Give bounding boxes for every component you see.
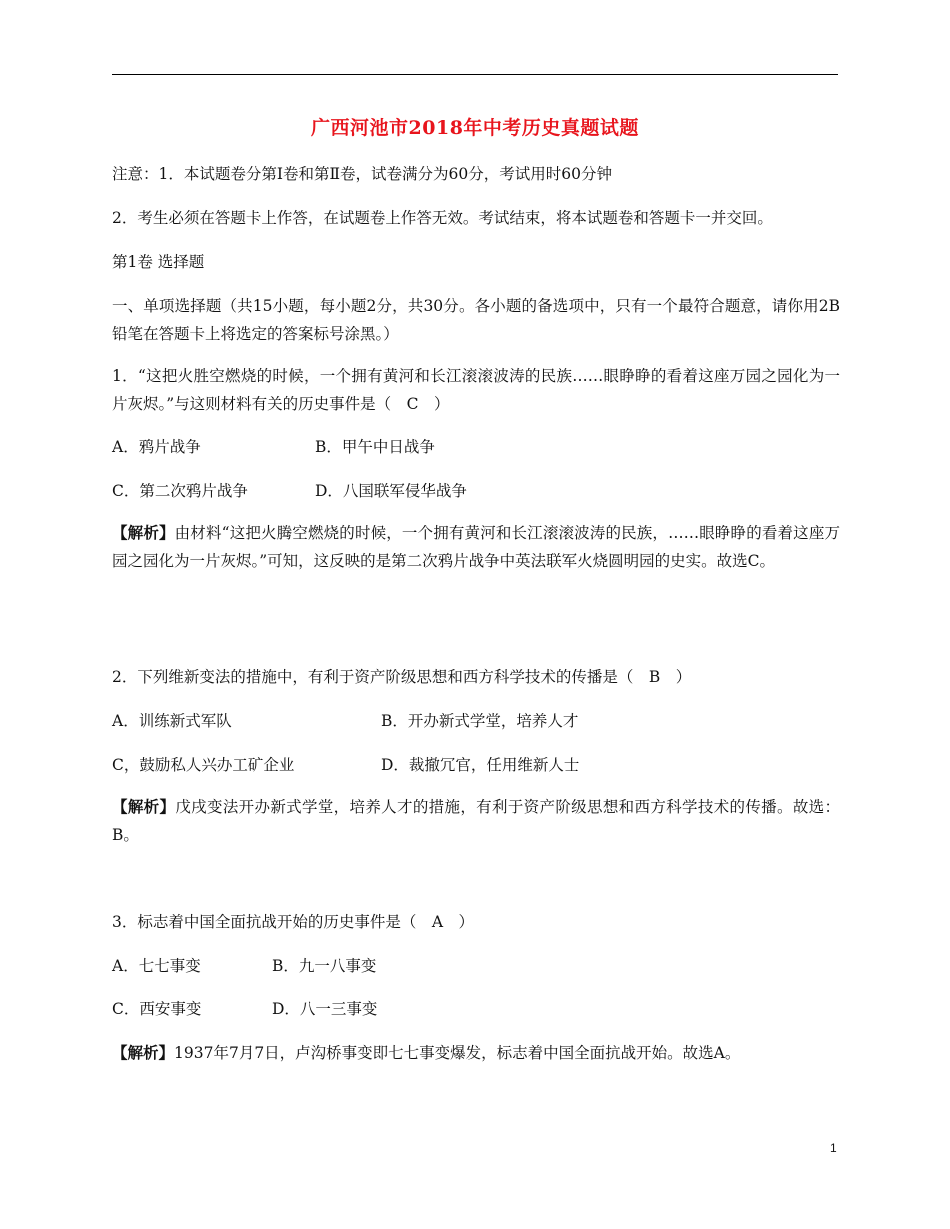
section-instructions: 一、单项选择题（共15小题，每小题2分，共30分。各小题的备选项中，只有一个最符合题意，请你用2B铅笔在答题卡上将选定的答案标号涂黑。） [112, 297, 840, 343]
analysis-text: 由材料“这把火腾空燃烧的时候，一个拥有黄河和长江滚滚波涛的民族，……眼睁睁的看着这座万园之园化为一片灰烬。”可知，这反映的是第二次鸦片战争中英法联军火烧圆明园的史实。故选C。 [112, 524, 840, 570]
page-number: 1 [830, 1141, 837, 1155]
question-3-option-b: B．九一八事变 [272, 957, 377, 975]
question-1-option-d: D．八国联军侵华战争 [315, 482, 467, 500]
question-3-stem: 3．标志着中国全面抗战开始的历史事件是（ A ） [112, 913, 475, 931]
notes-line-2: 2．考生必须在答题卡上作答，在试题卷上作答无效。考试结束，将本试题卷和答题卡一并交回。 [112, 209, 773, 227]
section-heading: 第1卷 选择题 [112, 253, 205, 271]
question-3-analysis [112, 1039, 840, 1067]
header-rule [112, 74, 838, 75]
analysis-text: 戊戌变法开办新式学堂，培养人才的措施，有利于资产阶级思想和西方科学技术的传播。故选：B。 [112, 798, 840, 844]
question-2-option-d: D．裁撤冗官，任用维新人士 [381, 756, 580, 774]
question-1-option-c: C．第二次鸦片战争 [112, 482, 248, 500]
question-1-analysis [112, 519, 840, 575]
question-1-stem: 1．“这把火胜空燃烧的时候，一个拥有黄河和长江滚滚波涛的民族……眼睁睁的看着这座万园之园化为一片灰烬。”与这则材料有关的历史事件是（ C ） [112, 367, 840, 413]
analysis-text: 1937年7月7日，卢沟桥事变即七七事变爆发，标志着中国全面抗战开始。故选A。 [174, 1044, 741, 1062]
question-2-option-b: B．开办新式学堂，培养人才 [381, 712, 579, 730]
question-3-option-a: A．七七事变 [112, 957, 201, 975]
question-2-stem: 2．下列维新变法的措施中，有利于资产阶级思想和西方科学技术的传播是（ B ） [112, 668, 692, 686]
question-2-option-c: C，鼓励私人兴办工矿企业 [112, 756, 295, 774]
question-3-option-d: D．八一三事变 [272, 1000, 378, 1018]
analysis-label: 【解析】 [112, 797, 176, 816]
page-title: 广西河池市2018年中考历史真题试题 [311, 117, 639, 139]
analysis-label: 【解析】 [112, 523, 175, 542]
question-3-option-c: C．西安事变 [112, 1000, 202, 1018]
question-1-option-a: A．鸦片战争 [112, 438, 201, 456]
notes-line-1: 注意：1．本试题卷分第Ⅰ卷和第Ⅱ卷，试卷满分为60分，考试用时60分钟 [112, 165, 612, 183]
question-2-analysis [112, 793, 840, 849]
question-2-option-a: A．训练新式军队 [112, 712, 232, 730]
question-1-option-b: B．甲午中日战争 [315, 438, 435, 456]
analysis-label: 【解析】 [112, 1043, 175, 1062]
